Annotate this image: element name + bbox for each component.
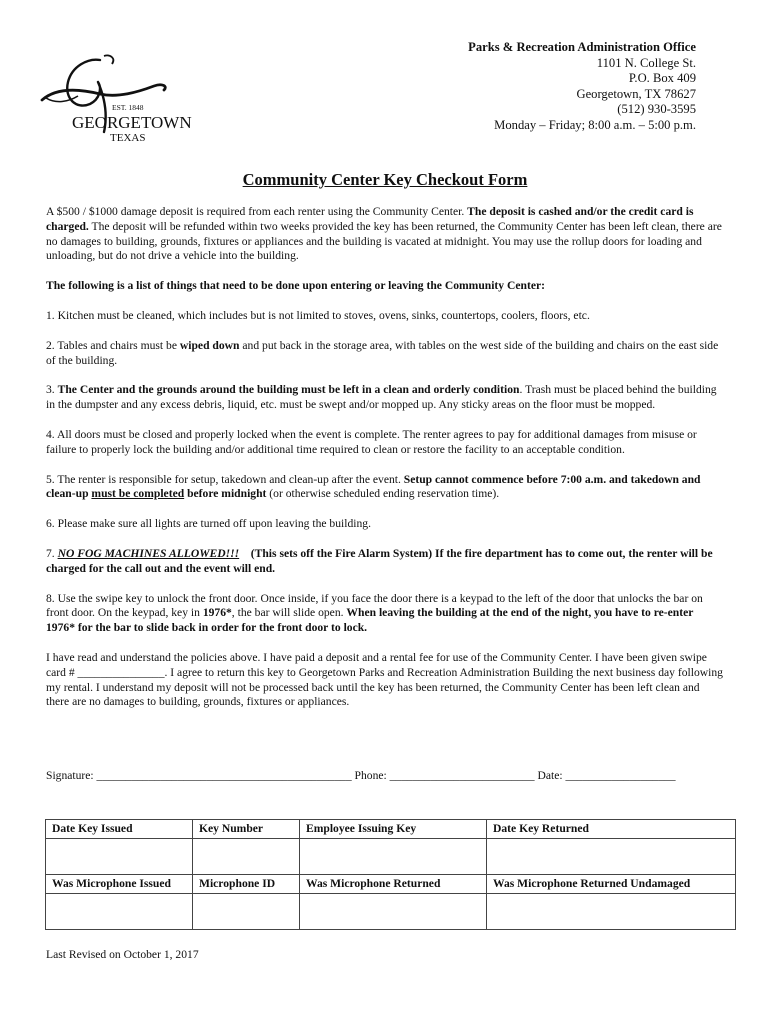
logo-state: TEXAS [110, 132, 146, 144]
logo-city: GEORGETOWN [72, 113, 192, 132]
header-microphone-issued: Was Microphone Issued [46, 875, 193, 894]
signature-line [46, 769, 676, 782]
list-item-2: 2. Tables and chairs must be wiped down and put back in the storage area, with tables on the west side of the building and chairs on the east side of the building. [46, 338, 719, 367]
form-title: Community Center Key Checkout Form [242, 170, 528, 189]
office-name: Parks & Recreation Administration Office [468, 40, 696, 54]
office-phone: (512) 930-3595 [617, 102, 696, 117]
list-item-1: 1. Kitchen must be cleaned, which includes but is not limited to stoves, ovens, sinks, countertops, coolers, floors, etc. [46, 308, 590, 322]
list-item-3: 3. The Center and the grounds around the building must be left in a clean and orderly condition. Trash must be placed behind the building in the dumpster and any excess debris, liquid, etc. must be swept and/or mopped up. Any sticky areas on the floor must be mopped. [46, 383, 717, 412]
georgetown-g-icon [38, 52, 218, 144]
list-item-8: 8. Use the swipe key to unlock the front door. Once inside, if you face the door there is a keypad to the left of the door that unlocks the bar on front door. On the keypad, key in 1976*, the bar will slide open. When leaving the building at the end of the night, you have to re-enter 1976* for the bar to slide back in order for the front door to lock. [46, 591, 703, 635]
list-heading: The following is a list of things that need to be done upon entering or leaving the Community Center: [46, 279, 545, 293]
microphone-undamaged-cell[interactable] [487, 894, 736, 930]
date-key-returned-cell[interactable] [487, 839, 736, 875]
office-address [468, 40, 696, 134]
table-row [46, 839, 736, 875]
date-field[interactable]: Date: ___________________ [534, 769, 676, 782]
key-tracking-table [45, 819, 736, 930]
header-microphone-id: Microphone ID [193, 875, 300, 894]
table-row [46, 894, 736, 930]
intro-paragraph: A $500 / $1000 damage deposit is required from each renter using the Community Center. The deposit is cashed and/or the credit card is charged. The deposit will be refunded within two weeks provided the key has been returned, the Community Center has been left clean, there are no damages to building, grounds, fixtures or appliances and the building is vacated at midnight. You may use the rollup doors for loading and unloading, but do not drive a vehicle into the building. [46, 205, 722, 263]
date-key-issued-cell[interactable] [46, 839, 193, 875]
revision-note: Last Revised on October 1, 2017 [46, 948, 199, 961]
georgetown-logo [38, 52, 218, 144]
header-date-key-issued: Date Key Issued [46, 820, 193, 839]
signature-field[interactable]: Signature: ____________________________________________ [46, 769, 352, 782]
list-item-6: 6. Please make sure all lights are turned off upon leaving the building. [46, 517, 371, 531]
list-item-7: 7. NO FOG MACHINES ALLOWED!!! (This sets off the Fire Alarm System) If the fire department has to come out, the renter will be charged for the call out and the event will end. [46, 546, 716, 575]
microphone-issued-cell[interactable] [46, 894, 193, 930]
header-microphone-undamaged: Was Microphone Returned Undamaged [487, 875, 736, 894]
list-item-4: 4. All doors must be closed and properly locked when the event is complete. The renter agrees to pay for additional damages from misuse or failure to properly lock the building and/or additional time required to clean or restore the facility to an acceptable condition. [46, 427, 697, 456]
office-pobox: P.O. Box 409 [628, 71, 696, 86]
phone-field[interactable]: Phone: _________________________ [351, 769, 535, 782]
form-body [46, 205, 724, 725]
microphone-id-cell[interactable] [193, 894, 300, 930]
employee-issuing-key-cell[interactable] [300, 839, 487, 875]
office-citystate: Georgetown, TX 78627 [576, 86, 696, 101]
agreement-paragraph: I have read and understand the policies above. I have paid a deposit and a rental fee for use of the Community Center. I have been given swipe card # _______________. I agree to return this key to Georgetown Parks and Recreation Administration Building the next business day following my rental. I understand my deposit will not be processed back until the key has been returned, the Community Center has been left clean and there are no damages to building, grounds, fixtures or appliances. [46, 650, 723, 709]
logo-est: EST. 1848 [112, 103, 144, 112]
table-row [46, 820, 736, 839]
list-item-5: 5. The renter is responsible for setup, takedown and clean-up after the event. Setup cannot commence before 7:00 a.m. and takedown and clean-up must be completed before midnight (or otherwise scheduled ending reservation time). [46, 472, 701, 501]
office-hours: Monday – Friday; 8:00 a.m. – 5:00 p.m. [494, 117, 696, 132]
header-key-number: Key Number [193, 820, 300, 839]
header-employee-issuing-key: Employee Issuing Key [300, 820, 487, 839]
office-street: 1101 N. College St. [596, 55, 696, 70]
microphone-returned-cell[interactable] [300, 894, 487, 930]
table-row [46, 875, 736, 894]
key-number-cell[interactable] [193, 839, 300, 875]
header-date-key-returned: Date Key Returned [487, 820, 736, 839]
header-microphone-returned: Was Microphone Returned [300, 875, 487, 894]
